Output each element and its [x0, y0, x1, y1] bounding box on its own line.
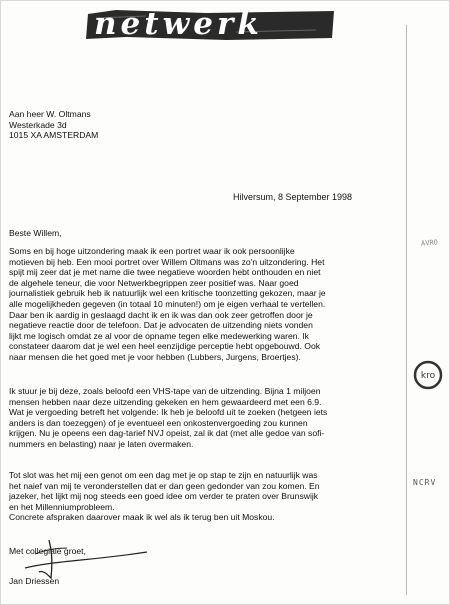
text-line: anders is dan toezeggen) of je eventueel een onkostenvergoeding zou kunnen — [9, 417, 308, 428]
text-line: constateer daarom dat je wel een heel eenzijdige perceptie hebt opgebouwd. Ook — [9, 341, 321, 352]
letter-date: Hilversum, 8 September 1998 — [233, 192, 353, 202]
text-line: jazeker, het lijkt mij nog steeds een goed idee om verder te praten over Brunswijk — [9, 491, 319, 502]
text-line: naar mensen die het goed met je voor hebben (Lubbers, Jurgens, Broertjes). — [9, 351, 301, 362]
signatory — [9, 576, 59, 587]
text-line: en het Millenniumprobleem. — [9, 501, 115, 512]
paragraph-2 — [9, 386, 401, 450]
text-line: Wat je vergoeding betreft het volgende: Ik heb je beloofd uit te zoeken (hetgeen iets — [9, 407, 328, 418]
margin-rule — [406, 25, 407, 595]
paragraph-3 — [9, 470, 401, 523]
text-line: negatieve reactie door de telefoon. Dat je advocaten de uitzending niets vonden — [9, 320, 313, 331]
text-line: het naief van mij te veronderstellen dat er dan geen gedonder van zou komen. En — [9, 480, 320, 491]
ncrv-stamp: NCRV — [413, 478, 437, 487]
text-line: de algehele teneur, die voor Netwerkbegrippen zeer positief was. Naar goed — [9, 277, 299, 288]
text-line: nummers en belasting) naar je laten overmaken. — [9, 438, 194, 449]
greeting: Beste Willem, — [9, 228, 62, 238]
text-line: Daar ben ik aardig in geslaagd dacht ik en ik was dan ook zeer getroffen door je — [9, 309, 313, 320]
kro-stamp — [411, 359, 445, 391]
address-line: Westerkade 3d — [9, 119, 67, 130]
logo-wordmark: netwerk — [94, 6, 263, 42]
text-line: journalistiek gebruik heb ik natuurlijk wel een kritische toonzetting gekozen, maar je — [9, 288, 326, 299]
text-line: alle mogelijkheden gegeven (in totaal 10 minuten!) om je eigen verhaal te vertellen. — [9, 298, 326, 309]
handwritten-signature — [21, 534, 151, 582]
text-line: spijt mij zeer dat je met name die twee negatieve woorden hebt onthouden en niet — [9, 267, 321, 278]
text-line: motieven bij heb. Een mooi portret over Willem Oltmans was zo'n uitzondering. Het — [9, 256, 325, 267]
address-line: 1015 XA AMSTERDAM — [9, 130, 99, 141]
text-line: Soms en bij hoge uitzondering maak ik een portret waar ik ook persoonlijke — [9, 246, 295, 256]
text-line: Tot slot was het mij een genot om een dag met je op stap te zijn en natuurlijk was — [9, 470, 318, 480]
signatory-name: Jan Driessen — [9, 576, 60, 586]
text-line: krijgen. Nu je opeens een dag-tarief NVJ opeist, zal ik dat (met alle gedoe van sofi- — [9, 428, 325, 439]
text-line: Concrete afspraken daarover maak ik wel als ik terug ben uit Moskou. — [9, 512, 275, 523]
netwerk-logo — [86, 4, 336, 48]
text-line: Ik stuur je bij deze, zoals beloofd een VHS-tape van de uitzending. Bijna 1 miljoen — [9, 386, 321, 396]
recipient-address — [9, 109, 98, 141]
text-line: mensen hebben naar deze uitzending gekeken en hem gewaardeerd met een 6.9. — [9, 396, 322, 407]
avro-stamp: AVRO — [420, 238, 439, 248]
address-line: Aan heer W. Oltmans — [9, 109, 91, 119]
closing-text: Met collegiale groet, — [9, 546, 86, 556]
kro-stamp-text: kro — [420, 371, 436, 381]
paragraph-1 — [9, 246, 401, 363]
text-line: lijkt me logisch omdat ze al voor de opname tegen elke medewerking waren. Ik — [9, 330, 309, 341]
